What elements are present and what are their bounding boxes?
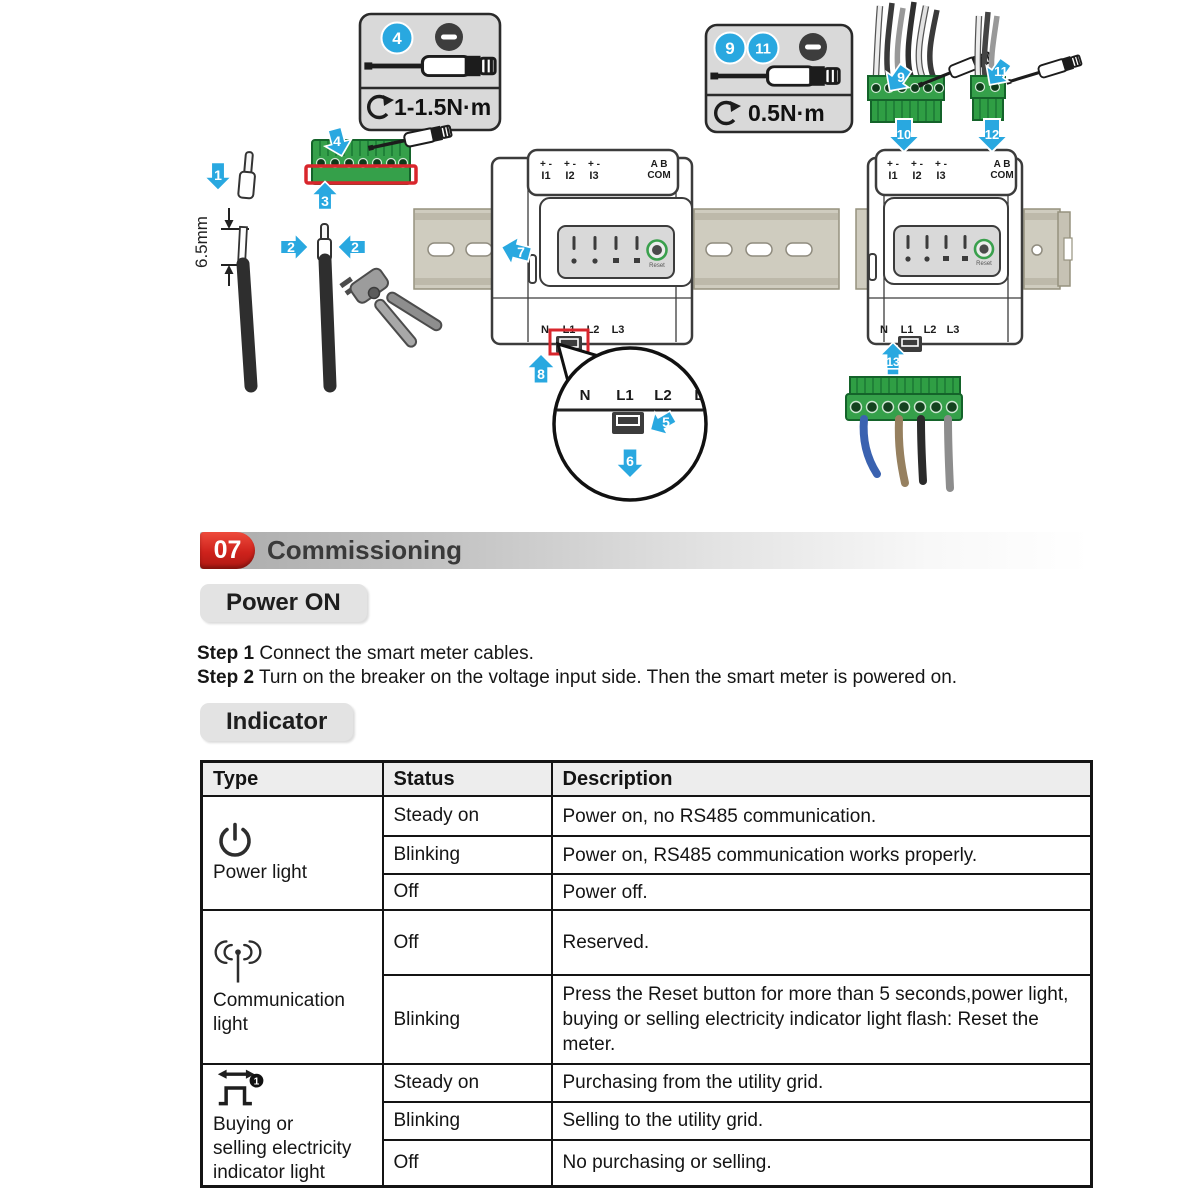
svg-text:I1: I1 <box>541 170 551 182</box>
torque-tool-box-1 <box>360 14 500 130</box>
flathead-bit-icon <box>435 23 463 51</box>
step-1-text: Connect the smart meter cables. <box>259 643 534 664</box>
svg-text:A B: A B <box>650 159 668 170</box>
svg-text:9: 9 <box>897 69 905 85</box>
type-label: indicator light <box>213 1162 325 1183</box>
status-cell: Blinking <box>383 1102 552 1140</box>
type-communication-light <box>202 910 383 1064</box>
footnote-badge: 1 <box>253 1076 260 1088</box>
section-header <box>200 532 1090 569</box>
wire-brown <box>899 419 905 483</box>
svg-text:COM: COM <box>990 170 1014 181</box>
description-cell: No purchasing or selling. <box>552 1140 1092 1187</box>
svg-text:COM: COM <box>647 170 671 181</box>
svg-text:L2: L2 <box>586 324 600 336</box>
wire-ferrule <box>238 151 257 198</box>
step-badge-11-number: 11 <box>755 40 771 58</box>
indicator-table <box>200 760 1093 1188</box>
power-on-heading: Power ON <box>200 584 367 622</box>
svg-text:N: N <box>880 324 888 336</box>
buy-sell-icon <box>213 1065 376 1111</box>
type-label: Communication <box>213 990 345 1011</box>
svg-text:7: 7 <box>517 244 525 260</box>
col-header-type: Type <box>202 762 383 797</box>
svg-text:+ -: + - <box>588 159 600 170</box>
svg-text:L3: L3 <box>946 324 960 336</box>
description-cell: Power off. <box>552 874 1092 910</box>
type-label: light <box>213 1014 248 1035</box>
svg-text:L2: L2 <box>923 324 937 336</box>
description-cell: Press the Reset button for more than 5 seconds,power light, buying or selling electricity indicator light flash: Reset the meter. <box>552 975 1092 1064</box>
step-2-label: Step 2 <box>197 667 255 688</box>
smart-meter-right <box>868 150 1022 352</box>
svg-text:4: 4 <box>333 133 341 149</box>
screwdriver-icon <box>1005 54 1083 89</box>
description-cell: Selling to the utility grid. <box>552 1102 1092 1140</box>
col-header-status: Status <box>383 762 552 797</box>
power-icon <box>213 821 376 859</box>
flathead-bit-icon <box>799 33 827 61</box>
communication-light-icon <box>213 937 376 987</box>
installation-diagram <box>0 0 1200 530</box>
svg-text:+ -: + - <box>935 159 947 170</box>
svg-text:Reset: Reset <box>976 261 992 267</box>
description-cell: Power on, RS485 communication works properly. <box>552 836 1092 874</box>
indicator-heading: Indicator <box>200 703 353 741</box>
type-label: Power light <box>213 862 307 883</box>
svg-text:+ -: + - <box>564 159 576 170</box>
step-badge-4-number: 4 <box>392 29 402 48</box>
wire-gray <box>948 419 950 488</box>
type-buy-sell-light <box>202 1064 383 1187</box>
table-row <box>202 796 1092 836</box>
svg-text:L3: L3 <box>611 324 625 336</box>
table-row <box>202 910 1092 975</box>
svg-text:A B: A B <box>993 159 1011 170</box>
table-header-row <box>202 762 1092 797</box>
svg-text:12: 12 <box>984 127 1000 142</box>
svg-text:6: 6 <box>626 453 634 469</box>
svg-text:N: N <box>541 324 549 336</box>
status-cell: Blinking <box>383 836 552 874</box>
status-cell: Steady on <box>383 796 552 836</box>
svg-text:L2: L2 <box>654 387 672 404</box>
status-cell: Off <box>383 910 552 975</box>
step-badge-9-number: 9 <box>725 39 735 58</box>
status-cell: Blinking <box>383 975 552 1064</box>
svg-text:N: N <box>579 387 591 404</box>
svg-text:2: 2 <box>351 239 359 255</box>
step-1-label: Step 1 <box>197 643 255 664</box>
section-number: 07 <box>213 536 242 564</box>
svg-text:11: 11 <box>994 64 1008 79</box>
svg-text:L1: L1 <box>616 387 634 404</box>
svg-text:+ -: + - <box>911 159 923 170</box>
reset-button <box>648 241 667 270</box>
svg-text:I1: I1 <box>888 170 898 182</box>
svg-text:1: 1 <box>214 167 222 183</box>
section-number-badge <box>200 532 255 569</box>
svg-text:10: 10 <box>896 127 912 142</box>
svg-text:2: 2 <box>287 239 295 255</box>
svg-text:L1: L1 <box>900 324 914 336</box>
stripped-wire <box>238 227 251 386</box>
svg-text:I2: I2 <box>912 170 922 182</box>
table-row <box>202 1064 1092 1102</box>
svg-text:3: 3 <box>321 193 329 209</box>
torque-tool-box-2 <box>706 25 852 132</box>
svg-text:L1: L1 <box>562 324 576 336</box>
power-on-steps <box>197 642 957 690</box>
svg-text:+ -: + - <box>540 159 552 170</box>
type-label: Buying or <box>213 1114 294 1135</box>
svg-text:I2: I2 <box>565 170 575 182</box>
description-cell: Purchasing from the utility grid. <box>552 1064 1092 1102</box>
svg-text:5: 5 <box>662 414 670 430</box>
type-power-light <box>202 796 383 910</box>
wire-black <box>921 419 923 481</box>
wire-blue <box>864 419 877 474</box>
status-cell: Off <box>383 874 552 910</box>
status-cell: Steady on <box>383 1064 552 1102</box>
torque-value-1: 1-1.5N·m <box>394 94 492 120</box>
crimped-wire <box>318 224 331 386</box>
reset-button <box>975 240 993 267</box>
section-title: Commissioning <box>267 535 463 565</box>
svg-text:L: L <box>694 387 704 404</box>
description-cell: Reserved. <box>552 910 1092 975</box>
step-1-line <box>197 642 957 666</box>
description-cell: Power on, no RS485 communication. <box>552 796 1092 836</box>
col-header-description: Description <box>552 762 1092 797</box>
voltage-terminal-block <box>846 377 962 488</box>
step-2-line <box>197 666 957 690</box>
svg-text:+ -: + - <box>887 159 899 170</box>
svg-text:Reset: Reset <box>649 263 665 269</box>
svg-text:13: 13 <box>886 355 900 369</box>
status-cell: Off <box>383 1140 552 1187</box>
step-2-text: Turn on the breaker on the voltage input side. Then the smart meter is powered on. <box>258 667 958 688</box>
strip-length-label: 6.5mm <box>192 216 211 268</box>
svg-text:I3: I3 <box>589 170 599 182</box>
torque-value-2: 0.5N·m <box>748 100 825 126</box>
svg-text:I3: I3 <box>936 170 946 182</box>
type-label: selling electricity <box>213 1138 352 1159</box>
svg-text:8: 8 <box>537 366 545 382</box>
